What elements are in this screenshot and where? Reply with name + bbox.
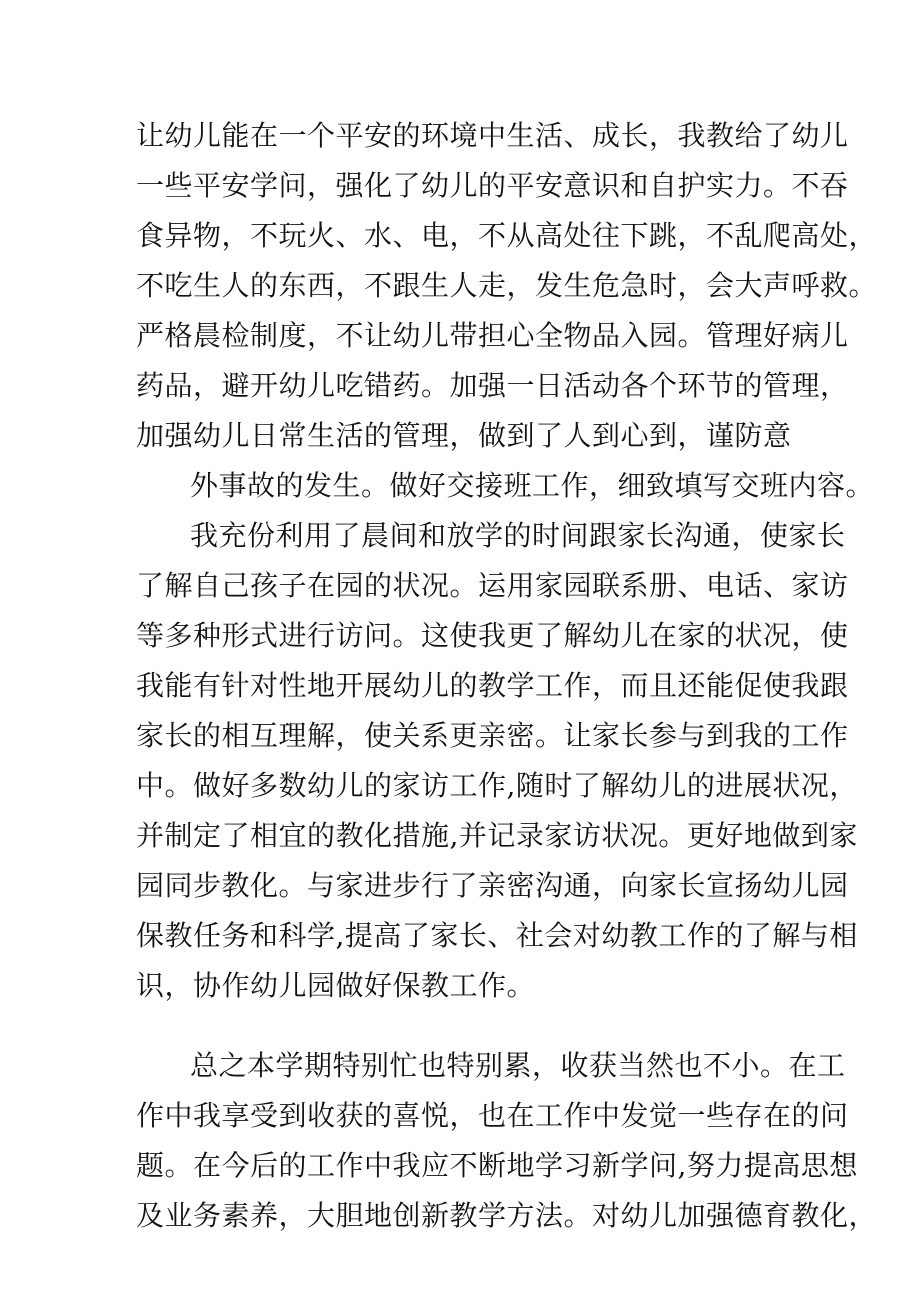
text-line: 不吃生人的东西，不跟生人走，发生危急时，会大声呼救。 (136, 269, 878, 302)
text-line: 了解自己孩子在园的状况。运用家园联系册、电话、家访 (136, 569, 849, 602)
text-line: 及业务素养，大胆地创新教学方法。对幼儿加强德育教化， (136, 1199, 878, 1232)
text-line: 一些平安学问，强化了幼儿的平安意识和自护实力。不吞 (136, 169, 849, 202)
text-line: 家长的相互理解，使关系更亲密。让家长参与到我的工作 (136, 719, 849, 752)
text-line: 我充份利用了晨间和放学的时间跟家长沟通，使家长 (190, 519, 846, 552)
text-line: 让幼儿能在一个平安的环境中生活、成长，我教给了幼儿 (136, 119, 849, 152)
text-line: 总之本学期特别忙也特别累，收获当然也不小。在工 (190, 1049, 846, 1082)
text-line: 园同步教化。与家进步行了亲密沟通，向家长宣扬幼儿园 (136, 869, 849, 902)
text-line: 药品，避开幼儿吃错药。加强一日活动各个环节的管理， (136, 369, 849, 402)
text-line: 并制定了相宜的教化措施,并记录家访状况。更好地做到家 (136, 819, 858, 852)
text-line: 严格晨检制度，不让幼儿带担心全物品入园。管理好病儿 (136, 319, 849, 352)
text-line: 保教任务和科学,提高了家长、社会对幼教工作的了解与相 (136, 919, 858, 952)
text-line: 作中我享受到收获的喜悦，也在工作中发觉一些存在的问 (136, 1099, 849, 1132)
text-line: 加强幼儿日常生活的管理，做到了人到心到，谨防意 (136, 419, 792, 452)
text-line: 食异物，不玩火、水、电，不从高处往下跳，不乱爬高处， (136, 219, 878, 252)
text-line: 中。做好多数幼儿的家访工作,随时了解幼儿的进展状况， (136, 769, 858, 802)
text-line: 识，协作幼儿园做好保教工作。 (136, 969, 536, 1002)
text-line: 等多种形式进行访问。这使我更了解幼儿在家的状况，使 (136, 619, 849, 652)
text-line: 外事故的发生。做好交接班工作，细致填写交班内容。 (190, 469, 875, 502)
text-line: 我能有针对性地开展幼儿的教学工作，而且还能促使我跟 (136, 669, 849, 702)
text-line: 题。在今后的工作中我应不断地学习新学问,努力提高思想 (136, 1149, 858, 1182)
